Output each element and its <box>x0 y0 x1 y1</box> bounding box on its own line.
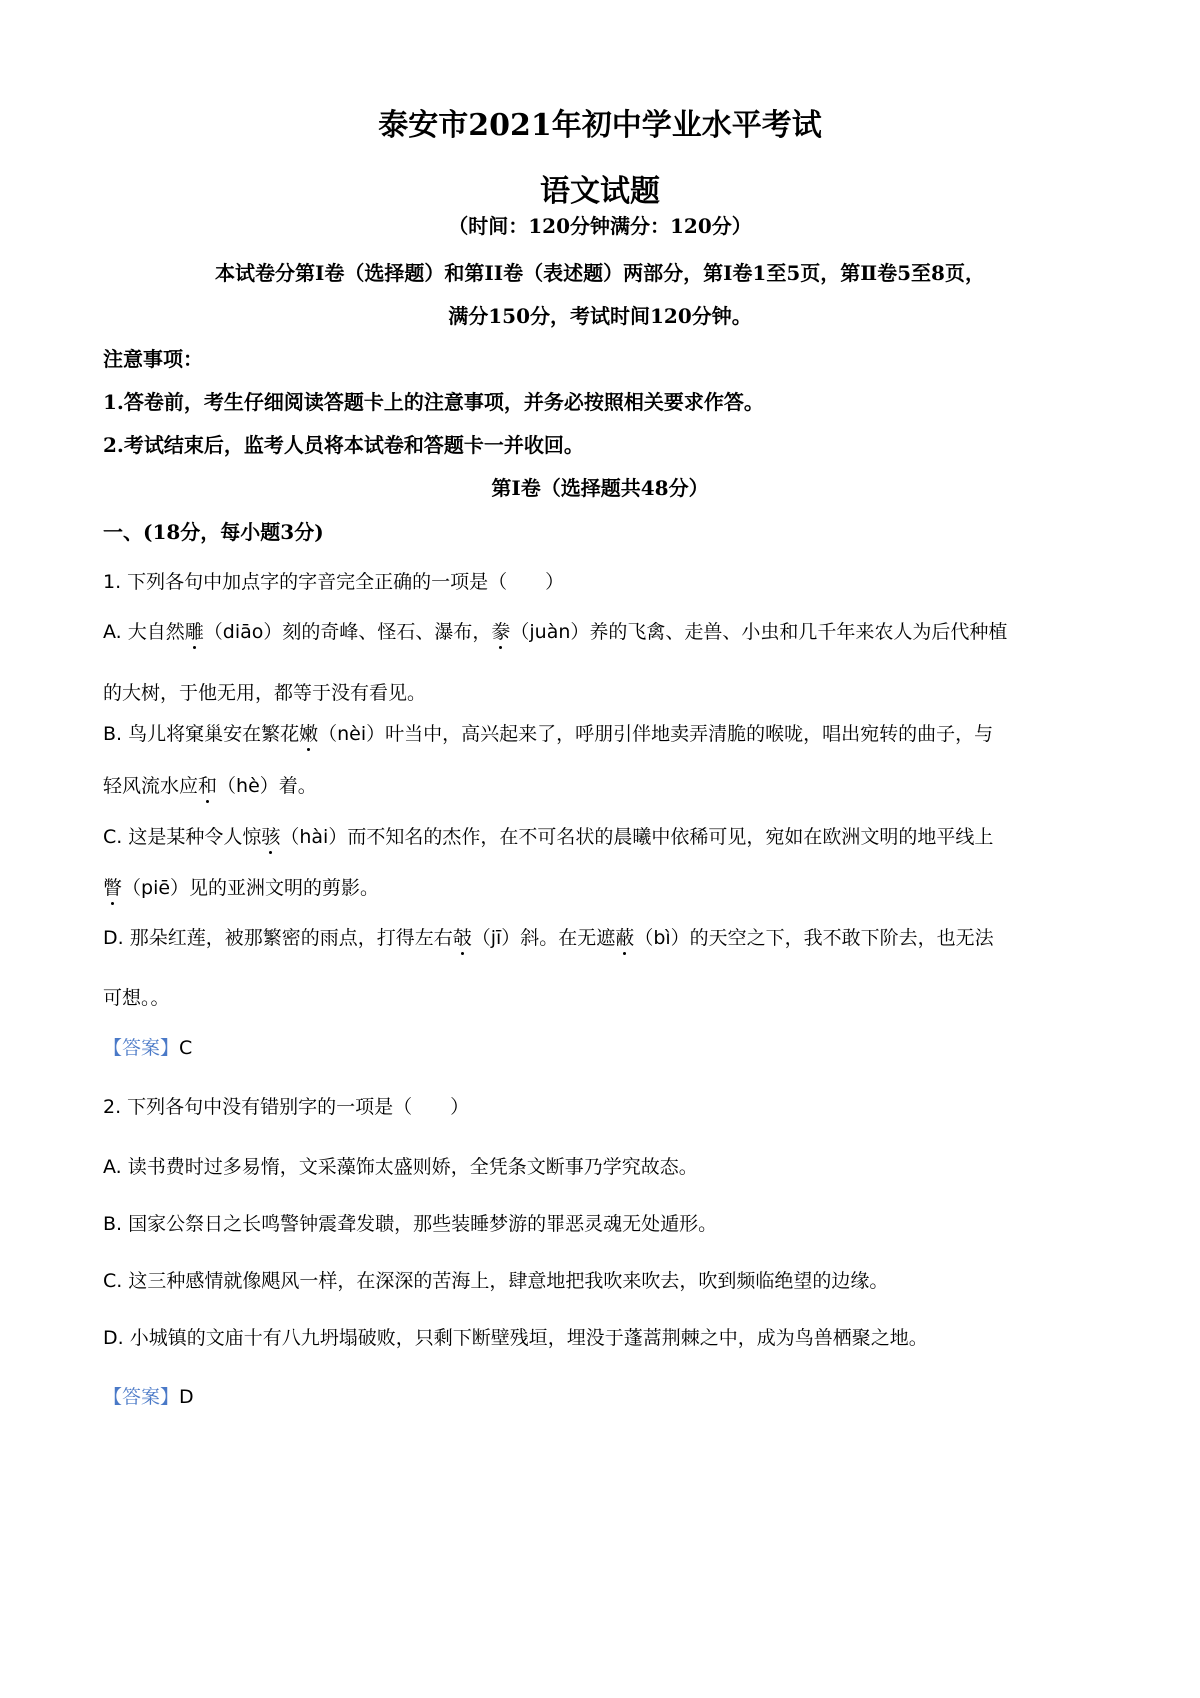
notice-item-2: 2.考试结束后，监考人员将本试卷和答题卡一并收回。 <box>103 433 584 457</box>
time-info: （时间：120分钟满分：120分） <box>448 214 752 238</box>
q1-option-d-line2: 可想。。 <box>103 987 170 1009</box>
answer-value: D <box>179 1386 194 1408</box>
q1-option-d-line1: D. 那朵红莲，被那繁密的雨点，打得左右攲（jī）斜。在无遮蔽（bì）的天空之下，我不敢下阶去，也无法 <box>103 923 994 950</box>
question-1-stem: 1. 下列各句中加点字的字音完全正确的一项是（ ） <box>103 571 565 593</box>
q1-option-a-line1: A. 大自然雕（diāo）刻的奇峰、怪石、瀑布，豢（juàn）养的飞禽、走兽、小虫和几千年来农人为后代种植 <box>103 617 1007 644</box>
dotted-char: 骇 <box>261 822 280 849</box>
q1-option-b-line2: 轻风流水应和（hè）着。 <box>103 771 317 798</box>
dotted-char: 和 <box>198 771 217 798</box>
answer-value: C <box>179 1037 193 1059</box>
dotted-char: 攲 <box>453 923 472 950</box>
intro-line-2: 满分150分，考试时间120分钟。 <box>448 304 752 328</box>
volume-heading: 第Ⅰ卷（选择题共48分） <box>491 476 709 500</box>
q1-option-b-line1: B. 鸟儿将窠巢安在繁花嫩（nèi）叶当中，高兴起来了，呼朋引伴地卖弄清脆的喉咙，唱出宛转的曲子，与 <box>103 719 993 746</box>
q1-option-c-line1: C. 这是某种令人惊骇（hài）而不知名的杰作，在不可名状的晨曦中依稀可见，宛如在欧洲文明的地平线上 <box>103 822 993 849</box>
q2-answer <box>103 1382 194 1409</box>
dotted-char: 蔽 <box>615 923 634 950</box>
dotted-char: 瞥 <box>103 873 122 900</box>
q1-option-a-line2: 的大树，于他无用，都等于没有看见。 <box>103 682 427 704</box>
notice-item-1: 1.答卷前，考生仔细阅读答题卡上的注意事项，并务必按照相关要求作答。 <box>103 390 764 414</box>
intro-line-1: 本试卷分第Ⅰ卷（选择题）和第II卷（表述题）两部分，第Ⅰ卷1至5页，第Ⅱ卷5至8页， <box>215 261 985 285</box>
q2-option-b: B. 国家公祭日之长鸣警钟震聋发聩，那些装睡梦游的罪恶灵魂无处遁形。 <box>103 1213 718 1235</box>
answer-tag: 【答案】 <box>103 1386 180 1408</box>
part-heading: 一、(18分，每小题3分) <box>103 520 324 544</box>
exam-title: 泰安市2021年初中学业水平考试 <box>378 108 822 143</box>
dotted-char: 嫩 <box>299 719 318 746</box>
q2-option-c: C. 这三种感情就像飓风一样，在深深的苦海上，肆意地把我吹来吹去，吹到频临绝望的边缘。 <box>103 1270 889 1292</box>
question-2-stem: 2. 下列各句中没有错别字的一项是（ ） <box>103 1096 470 1118</box>
dotted-char: 雕 <box>185 617 204 644</box>
q1-option-c-line2: 瞥（piē）见的亚洲文明的剪影。 <box>103 873 379 900</box>
dotted-char: 豢 <box>491 617 510 644</box>
q1-answer <box>103 1033 192 1060</box>
exam-subtitle: 语文试题 <box>540 174 660 209</box>
notice-heading: 注意事项： <box>103 347 203 371</box>
q2-option-d: D. 小城镇的文庙十有八九坍塌破败，只剩下断壁残垣，埋没于蓬蒿荆棘之中，成为鸟兽栖聚之地。 <box>103 1327 928 1349</box>
q2-option-a: A. 读书费时过多易惰，文采藻饰太盛则娇，全凭条文断事乃学究故态。 <box>103 1156 698 1178</box>
answer-tag: 【答案】 <box>103 1037 180 1059</box>
